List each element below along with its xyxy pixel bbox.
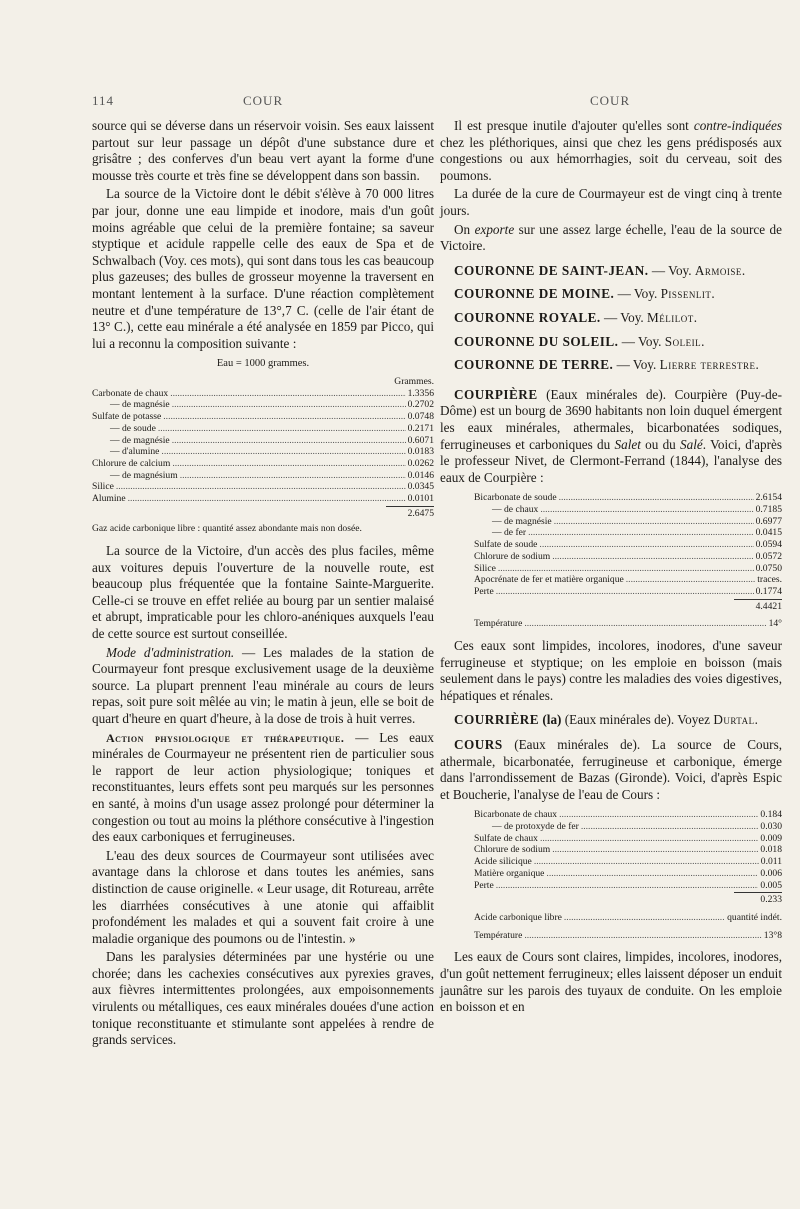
table-note: Gaz acide carbonique libre : quantité assez abondante mais non dosée. [92, 523, 362, 535]
analysis-table-cours [474, 809, 782, 941]
sum-rule [386, 506, 434, 507]
left-column [92, 118, 434, 1051]
section-heading: Mode d'administration. [106, 644, 235, 660]
table-row: Sulfate de soude ..... 0.0594 [474, 539, 782, 551]
table-row: Alumine ..... 0.0101 [92, 493, 434, 505]
entry-heading: COURPIÈRE [454, 386, 538, 402]
paragraph: La source de la Victoire, d'un accès des plus faciles, même aux voitures depuis l'ouverture de la nouvelle route, est beaucoup plus fréquentée que la fontaine Sainte-Marguerite. Celle-ci se trouve en effet reliée au bourg par un sentier malaisé et abrupt, impraticable pour les chloro-anéniques auxquels l'eau de cette source est surtout conseillée. [92, 543, 434, 642]
table-row: Apocrénate de fer et matière organique ..... traces. [474, 574, 782, 586]
cross-reference: COURONNE DE MOINE. — Voy. Pissenlit. [454, 286, 716, 302]
paragraph: On exporte sur une assez large échelle, l'eau de la source de Victoire. [440, 221, 783, 254]
analysis-table-victoire [92, 358, 434, 535]
temperature-row: Température ..... 14° [474, 618, 782, 630]
gas-row: Acide carbonique libre ..... quantité indét. [474, 912, 782, 924]
table-row: — de protoxyde de fer ..... 0.030 [474, 821, 782, 833]
table-row: Perte ..... 0.005 [474, 880, 782, 892]
paragraph: L'eau des deux sources de Courmayeur sont utilisées avec avantage dans la chlorose et dans toutes les anémies, sans distinction de cause originelle. « Leur usage, dit Rotureau, arrête les diarrhées consécutives à une atonie qui affaiblit profondément les malades et qui a souvent fait croire à une maladie organique des poumons ou de l'intestin. » [92, 847, 434, 946]
table-row: — de magnésie ..... 0.2702 [92, 399, 434, 411]
right-column [440, 118, 782, 1018]
cross-reference: COURONNE DU SOLEIL. — Voy. Soleil. [454, 333, 705, 349]
paragraph: Mode d'administration. — Les malades de la station de Courmayeur font presque exclusivement usage de la deuxième source. La plupart prennent l'eau minérale au cours de leurs repas, soit pure soit mêlée au vin; le matin à jeun, elle se boit de quart d'heure en quart d'heure, à la dose de trois à huit verres. [92, 644, 434, 726]
cross-references [440, 263, 782, 374]
table-row: Bicarbonate de soude ..... 2.6154 [474, 492, 782, 504]
analysis-table-courpiere [474, 492, 782, 630]
table-total: 0.233 [760, 894, 782, 906]
table-row: Silice ..... 0.0750 [474, 563, 782, 575]
sum-rule [734, 599, 782, 600]
table-row: Matière organique ..... 0.006 [474, 868, 782, 880]
running-head-right: COUR [590, 93, 631, 108]
table-row: — de fer ..... 0.0415 [474, 527, 782, 539]
table-row: Bicarbonate de chaux ..... 0.184 [474, 809, 782, 821]
table-total: 4.4421 [755, 600, 782, 612]
paragraph: Action physiologique et thérapeutique. — Les eaux minérales de Courmayeur ne présentent rien de particulier sous le rapport de leur action physiologique; toniques et reconstituantes, leurs effets sont peu marqués sur les personnes en santé, à moins d'un usage assez prolongé pour déterminer la congestion ou tout au moins la pléthore consécutive à l'ingestion des eaux carboniques et ferrugineuses. [92, 729, 434, 845]
paragraph: La source de la Victoire dont le débit s'élève à 70 000 litres par jour, donne une eau limpide et inodore, mais d'un goût moins agréable que celui de la première fontaine; sa saveur styptique et acidule rappelle celle des eaux de Spa et de Schwalbach (Voy. ces mots), qui sont dans tous les cas beaucoup plus gazeuses; des bulles de grosseur moyenne la traversent en montant lentement à la surface. D'une réaction complètement neutre et d'une température de 13°,7 C. (celle de l'air étant de 13° C.), cette eau minérale a été analysée en 1859 par Picco, qui lui a reconnu la composition suivante : [92, 186, 434, 351]
cross-reference: COURONNE DE SAINT-JEAN. — Voy. Armoise. [454, 262, 746, 278]
page-number: 114 [92, 93, 115, 108]
table-title: Eau = 1000 grammes. [216, 358, 310, 370]
paragraph: Les eaux de Cours sont claires, limpides, incolores, inodores, d'un goût nettement ferrugineux; elles laissent déposer un enduit jaunâtre sur les parois des tuyaux de conduite. On les emploie en boisson et en [440, 949, 782, 1015]
table-row: — d'alumine ..... 0.0183 [92, 446, 434, 458]
table-row: — de magnésium ..... 0.0146 [92, 470, 434, 482]
table-row: Silice ..... 0.0345 [92, 481, 434, 493]
cross-reference: COURONNE ROYALE. — Voy. Mélilot. [454, 309, 698, 325]
paragraph: source qui se déverse dans un réservoir voisin. Ses eaux laissent partout sur leur passage un dépôt d'une substance dure et grisâtre ; des conferves d'un beau vert ayant la forme d'une mousse très courte et très fine se développent dans son bassin. [92, 118, 434, 183]
table-total: 2.6475 [407, 507, 434, 519]
sum-rule [734, 892, 782, 893]
table-row: Perte ..... 0.1774 [474, 586, 782, 598]
entry-courpiere: COURPIÈRE (Eaux minérales de). Courpière (Puy-de-Dôme) est un bourg de 3690 habitants non loin duquel émergent les eaux minérales, athermales, bicarbonatées sodiques, ferrugineuses et carboniques du Salet ou du Salé. Voici, d'après le professeur Nivet, de Clermont-Ferrand (1844), l'analyse des eaux de Courpière : [440, 386, 783, 485]
table-row: — de magnésie ..... 0.6977 [474, 516, 782, 528]
table-row: Chlorure de calcium ..... 0.0262 [92, 458, 434, 470]
table-row: Chlorure de sodium ..... 0.0572 [474, 551, 782, 563]
paragraph: Il est presque inutile d'ajouter qu'elles sont contre-indiquées chez les pléthoriques, ainsi que chez les gens prédisposés aux congestions ou aux hémorrhagies, soit du cerveau, soit des poumons. [440, 118, 782, 183]
table-row: Carbonate de chaux ..... 1.3356 [92, 388, 434, 400]
paragraph: Ces eaux sont limpides, incolores, inodores, d'une saveur ferrugineuse et styptique; on les emploie en boisson (mais seulement dans le pays) contre les maladies des voies digestives, hépatiques et rénales. [440, 638, 782, 703]
paragraph: La durée de la cure de Courmayeur est de vingt cinq à trente jours. [440, 186, 782, 218]
table-row: Sulfate de chaux ..... 0.009 [474, 833, 782, 845]
running-head-left: COUR [243, 93, 284, 108]
entry-cours: COURS (Eaux minérales de). La source de Cours, athermale, bicarbonatée, ferrugineuse et carbonique, émerge dans l'arrondissement de Bazas (Gironde). Voici, d'après Espic et Boucherie, l'analyse de l'eau de Cours : [440, 736, 782, 802]
entry-courriere: COURRIÈRE (la) (Eaux minérales de). Voyez Durtal. [454, 712, 759, 728]
table-row: Chlorure de sodium ..... 0.018 [474, 844, 782, 856]
paragraph: Dans les paralysies déterminées par une hystérie ou une chorée; dans les cachexies consécutives aux pyrexies graves, aux fièvres intermittentes prolongées, aux empoisonnements virulents ou métalliques, ces eaux minérales douées d'une action tonique reconstituante et stimulante sont appelées à rendre de grands services. [92, 949, 434, 1048]
section-heading: Action physiologique et thérapeutique. [106, 730, 345, 745]
table-unit: Grammes. [394, 376, 434, 388]
table-row: Sulfate de potasse ..... 0.0748 [92, 411, 434, 423]
table-row: Acide silicique ..... 0.011 [474, 856, 782, 868]
table-row: — de soude ..... 0.2171 [92, 423, 434, 435]
table-row: — de magnésie ..... 0.6071 [92, 435, 434, 447]
temperature-row: Température ..... 13°8 [474, 930, 782, 942]
cross-reference: COURONNE DE TERRE. — Voy. Lierre terrestre. [454, 357, 760, 373]
table-row: — de chaux ..... 0.7185 [474, 504, 782, 516]
